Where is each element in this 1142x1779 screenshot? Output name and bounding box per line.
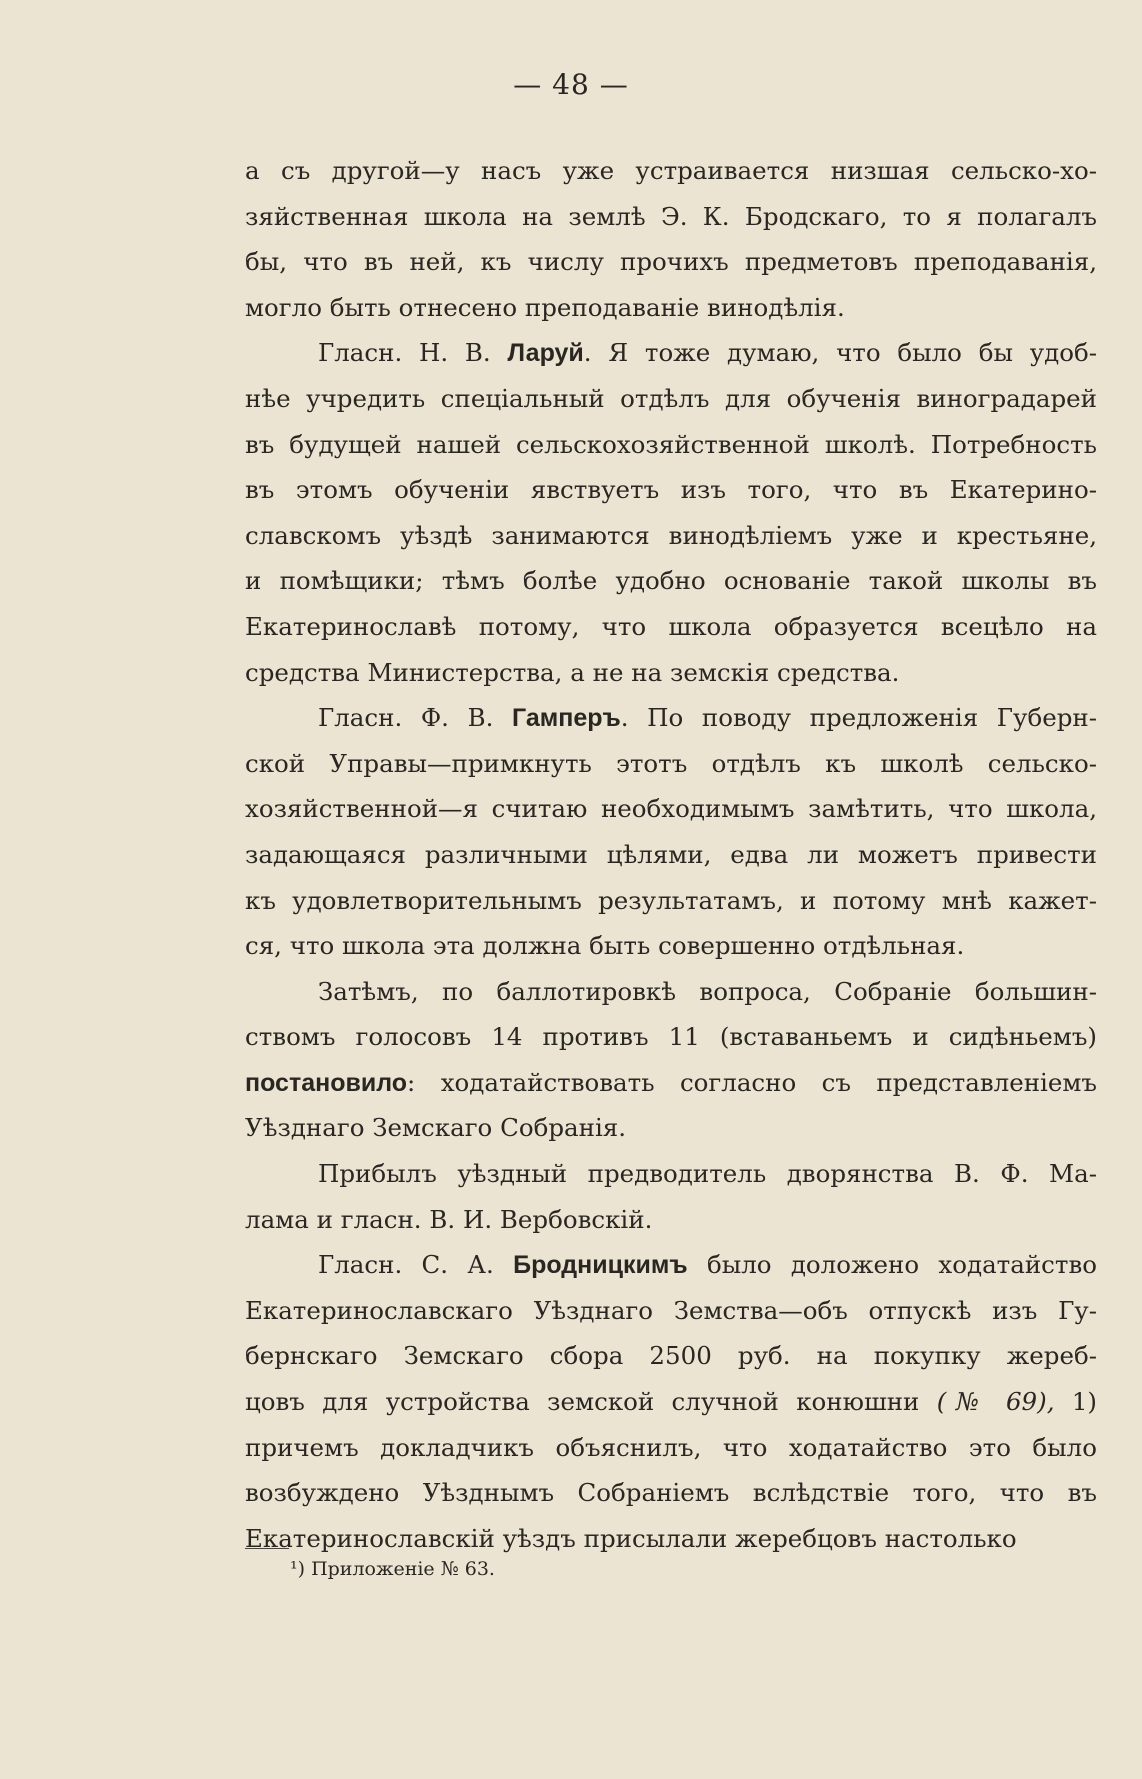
text-line bbox=[245, 1060, 1097, 1106]
text-span: было доложено ходатайство bbox=[687, 1250, 1097, 1280]
paragraph bbox=[245, 1151, 1097, 1242]
text-line bbox=[245, 1197, 1097, 1243]
text-line bbox=[245, 695, 1097, 741]
text-span: задающаяся различными цѣлями, едва ли можетъ привести bbox=[245, 839, 1097, 869]
text-line bbox=[245, 148, 1097, 194]
text-line bbox=[245, 1014, 1097, 1060]
text-span: къ удовлетворительнымъ результатамъ, и потому мнѣ кажет- bbox=[245, 885, 1097, 915]
text-line bbox=[245, 194, 1097, 240]
text-line bbox=[245, 604, 1097, 650]
text-span: бы, что въ ней, къ числу прочихъ предметовъ преподаванія, bbox=[245, 247, 1097, 277]
text-span: и помѣщики; тѣмъ болѣе удобно основаніе такой школы въ bbox=[245, 566, 1097, 596]
text-line bbox=[245, 330, 1097, 376]
text-line bbox=[245, 1288, 1097, 1334]
footnote-divider bbox=[245, 1548, 289, 1549]
text-line bbox=[245, 786, 1097, 832]
text-span: объ отпускѣ изъ Гу- bbox=[802, 1295, 1097, 1325]
text-span: ствомъ голосовъ 14 противъ 11 (вставаньемъ и сидѣньемъ) bbox=[245, 1022, 1097, 1052]
text-line bbox=[245, 1379, 1097, 1425]
text-line bbox=[245, 1151, 1097, 1197]
paragraph bbox=[245, 148, 1097, 330]
text-span: Уѣзднаго Земскаго Собранія. bbox=[245, 1113, 627, 1143]
text-line bbox=[245, 878, 1097, 924]
text-span: Екатеринославѣ потому, что школа образуется всецѣло на bbox=[245, 611, 1097, 641]
text-line bbox=[245, 513, 1097, 559]
text-span: Гласн. Н. В. bbox=[318, 338, 508, 368]
page-number: — 48 — bbox=[513, 68, 629, 101]
text-line bbox=[245, 1242, 1097, 1288]
text-span: зяйственная школа на землѣ Э. К. Бродскаго, то я полагалъ bbox=[245, 201, 1097, 231]
text-span: въ этомъ обученіи явствуетъ изъ того, что въ Екатерино- bbox=[245, 475, 1097, 505]
speaker-name: постановило bbox=[245, 1068, 408, 1097]
text-span: возбуждено Уѣзднымъ Собраніемъ вслѣдствіе того, что въ bbox=[245, 1478, 1097, 1508]
text-span: ской Управы—примкнуть этотъ отдѣлъ къ школѣ сельско- bbox=[245, 748, 1097, 778]
paragraph bbox=[245, 969, 1097, 1151]
footnote: ¹) Приложеніе № 63. bbox=[290, 1558, 495, 1580]
text-span: могло быть отнесено преподаваніе винодѣлія. bbox=[245, 292, 845, 322]
text-line bbox=[245, 422, 1097, 468]
text-span: а съ другой—у насъ уже устраивается низшая сельско-хо- bbox=[245, 156, 1097, 185]
text-span: цовъ для устройства земской случной конюшни bbox=[245, 1387, 920, 1417]
text-span: хозяйственной—я считаю необходимымъ замѣтить, что школа, bbox=[245, 794, 1097, 824]
text-line bbox=[245, 741, 1097, 787]
text-span: Екатеринославскій уѣздъ присылали жеребцовъ настолько bbox=[245, 1523, 1017, 1553]
speaker-name: Ларуй bbox=[507, 339, 584, 368]
text-span: лама и гласн. В. И. Вербовскій. bbox=[245, 1204, 653, 1234]
text-line bbox=[245, 969, 1097, 1015]
text-span: Екатеринославскаго Уѣзднаго Земства— bbox=[245, 1295, 803, 1325]
text-line bbox=[245, 923, 1097, 969]
text-span: Гласн. Ф. В. bbox=[318, 703, 512, 733]
text-line bbox=[245, 1516, 1097, 1562]
text-span: Прибылъ уѣздный предводитель дворянства В. Ф. Ма- bbox=[318, 1159, 1097, 1189]
body-text bbox=[245, 148, 1097, 1561]
speaker-name: Гамперъ bbox=[512, 704, 621, 733]
text-line bbox=[245, 1333, 1097, 1379]
text-span: причемъ докладчикъ объяснилъ, что ходатайство это было bbox=[245, 1432, 1097, 1462]
text-line bbox=[245, 650, 1097, 696]
text-line bbox=[245, 558, 1097, 604]
text-line bbox=[245, 467, 1097, 513]
text-line bbox=[245, 376, 1097, 422]
text-span: Гласн. С. А. bbox=[318, 1250, 514, 1280]
text-span: нѣе учредить спеціальный отдѣлъ для обученія виноградарей bbox=[245, 383, 1097, 413]
text-span: 1) bbox=[1071, 1387, 1097, 1417]
italic-text: (№ 69), bbox=[919, 1387, 1072, 1417]
text-line bbox=[245, 239, 1097, 285]
text-line bbox=[245, 832, 1097, 878]
text-span: славскомъ уѣздѣ занимаются винодѣліемъ уже и крестьяне, bbox=[245, 520, 1097, 550]
text-line bbox=[245, 1470, 1097, 1516]
text-span: . Я тоже думаю, что было бы удоб- bbox=[583, 338, 1097, 368]
text-line bbox=[245, 285, 1097, 331]
paragraph bbox=[245, 1242, 1097, 1561]
text-span: . По поводу предложенія Губерн- bbox=[620, 703, 1097, 733]
speaker-name: Бродницкимъ bbox=[513, 1251, 688, 1280]
text-span: въ будущей нашей сельскохозяйственной школѣ. Потребность bbox=[245, 429, 1097, 459]
text-span: средства Министерства, а не на земскія средства. bbox=[245, 657, 900, 687]
text-line bbox=[245, 1425, 1097, 1471]
text-span: : ходатайствовать согласно съ представленіемъ bbox=[407, 1067, 1097, 1097]
paragraph bbox=[245, 695, 1097, 969]
text-span: Затѣмъ, по баллотировкѣ вопроса, Собраніе большин- bbox=[318, 976, 1097, 1006]
paragraph bbox=[245, 330, 1097, 695]
text-span: бернскаго Земскаго сбора 2500 руб. на покупку жереб- bbox=[245, 1341, 1097, 1371]
text-line bbox=[245, 1105, 1097, 1151]
text-span: ся, что школа эта должна быть совершенно отдѣльная. bbox=[245, 931, 965, 961]
